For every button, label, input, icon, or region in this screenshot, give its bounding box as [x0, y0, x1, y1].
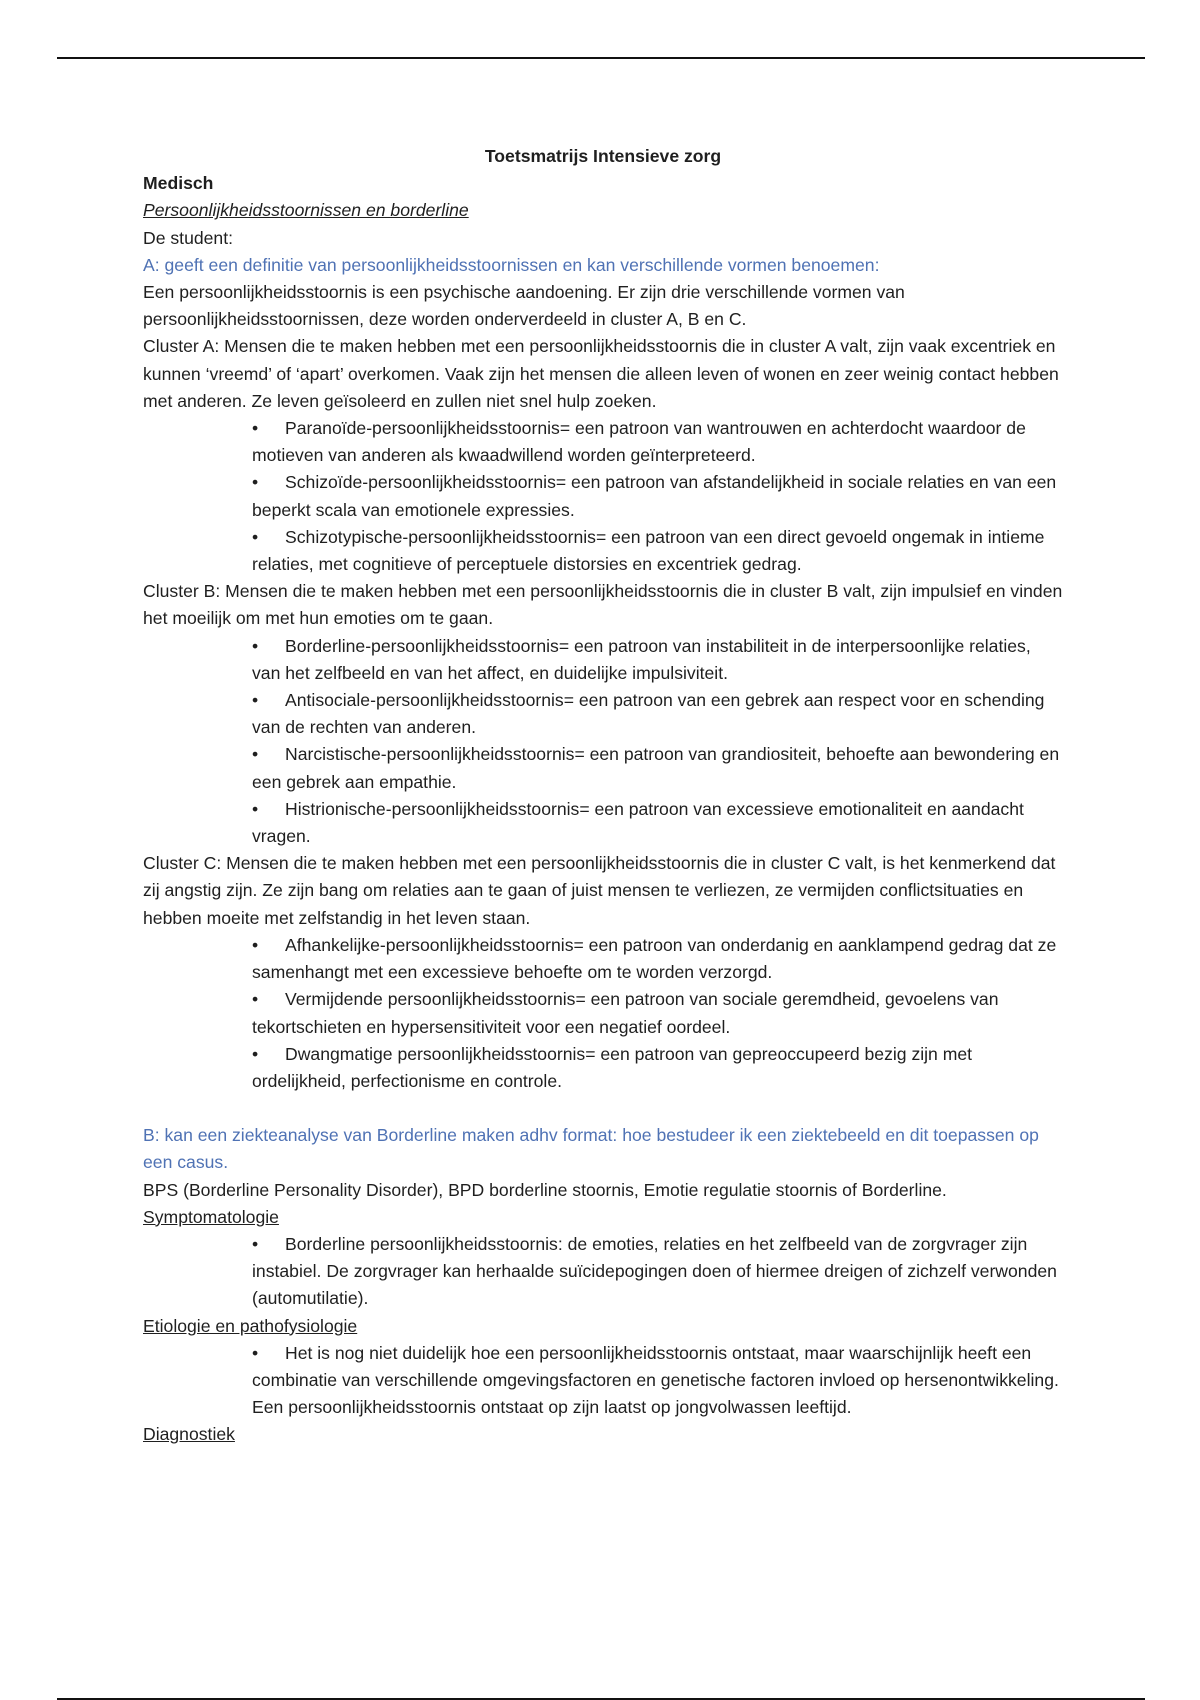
cluster-a-list: [143, 415, 1063, 578]
symptomatology-heading: Symptomatologie: [143, 1206, 279, 1227]
list-item: • Antisociale-persoonlijkheidsstoornis= een patroon van een gebrek aan respect voor en schending van de rechten van anderen.: [252, 687, 1063, 741]
bullet-icon: •: [252, 526, 259, 547]
bullet-icon: •: [252, 934, 259, 955]
bullet-icon: •: [252, 472, 259, 493]
document-body: [143, 143, 1063, 1449]
etiology-list: [143, 1340, 1063, 1422]
list-item: • Afhankelijke-persoonlijkheidsstoornis= een patroon van onderdanig en aanklampend gedrag dat ze samenhangt met een excessieve behoefte om te worden verzorgd.: [252, 932, 1063, 986]
bps-paragraph: BPS (Borderline Personality Disorder), BPD borderline stoornis, Emotie regulatie stoornis of Borderline.: [143, 1179, 947, 1200]
header-rule: [57, 57, 1145, 59]
bullet-icon: •: [252, 418, 259, 439]
student-intro: De student:: [143, 227, 233, 248]
cluster-a-paragraph: Cluster A: Mensen die te maken hebben met een persoonlijkheidsstoornis die in cluster A valt, zijn vaak excentriek en kunnen ‘vreemd’ of ‘apart’ overkomen. Vaak zijn het mensen die alleen leven of wonen en zeer weinig contact hebben met anderen. Ze leven geïsoleerd en zullen niet snel hulp zoeken.: [143, 336, 1059, 411]
objective-b: B: kan een ziekteanalyse van Borderline maken adhv format: hoe bestudeer ik een ziektebeeld en dit toepassen op een casus.: [143, 1125, 1039, 1173]
list-item: • Paranoïde-persoonlijkheidsstoornis= een patroon van wantrouwen en achterdocht waardoor de motieven van anderen als kwaadwillend worden geïnterpreteerd.: [252, 415, 1063, 469]
objective-a: A: geeft een definitie van persoonlijkheidsstoornissen en kan verschillende vormen benoemen:: [143, 254, 880, 275]
symptomatology-list: [143, 1231, 1063, 1313]
list-item: • Borderline persoonlijkheidsstoornis: de emoties, relaties en het zelfbeeld van de zorgvrager zijn instabiel. De zorgvrager kan herhaalde suïcidepogingen doen of hiermee dreigen of zichzelf verwonden (automutilatie).: [252, 1231, 1063, 1313]
diagnostics-heading: Diagnostiek: [143, 1424, 235, 1445]
cluster-b-list: [143, 633, 1063, 851]
bullet-icon: •: [252, 1043, 259, 1064]
bullet-icon: •: [252, 744, 259, 765]
list-item: • Narcistische-persoonlijkheidsstoornis= een patroon van grandiositeit, behoefte aan bewondering en een gebrek aan empathie.: [252, 741, 1063, 795]
cluster-c-paragraph: Cluster C: Mensen die te maken hebben met een persoonlijkheidsstoornis die in cluster C valt, is het kenmerkend dat zij angstig zijn. Ze zijn bang om relaties aan te gaan of juist mensen te verliezen, ze vermijden conflictsituaties en hebben moeite met zelfstandig in het leven staan.: [143, 853, 1056, 928]
bullet-icon: •: [252, 690, 259, 711]
document-title: Toetsmatrijs Intensieve zorg: [484, 146, 722, 166]
list-item: • Schizoïde-persoonlijkheidsstoornis= een patroon van afstandelijkheid in sociale relaties en van een beperkt scala van emotionele expressies.: [252, 469, 1063, 523]
subsection-heading: Persoonlijkheidsstoornissen en borderline: [143, 200, 469, 221]
bullet-icon: •: [252, 1233, 259, 1254]
bullet-icon: •: [252, 989, 259, 1010]
list-item: • Schizotypische-persoonlijkheidsstoornis= een patroon van een direct gevoeld ongemak in intieme relaties, met cognitieve of perceptuele distorsies en excentriek gedrag.: [252, 524, 1063, 578]
paragraph-gap: [143, 1095, 1063, 1122]
section-heading: Medisch: [143, 173, 214, 194]
list-item: • Borderline-persoonlijkheidsstoornis= een patroon van instabiliteit in de interpersoonlijke relaties, van het zelfbeeld en van het affect, en duidelijke impulsiviteit.: [252, 633, 1063, 687]
list-item: • Dwangmatige persoonlijkheidsstoornis= een patroon van gepreoccupeerd bezig zijn met ordelijkheid, perfectionisme en controle.: [252, 1041, 1063, 1095]
list-item: • Histrionische-persoonlijkheidsstoornis= een patroon van excessieve emotionaliteit en aandacht vragen.: [252, 796, 1063, 850]
list-item: • Het is nog niet duidelijk hoe een persoonlijkheidsstoornis ontstaat, maar waarschijnlijk heeft een combinatie van verschillende omgevingsfactoren en genetische factoren invloed op hersenontwikkeling. Een persoonlijkheidsstoornis ontstaat op zijn laatst op jongvolwassen leeftijd.: [252, 1340, 1063, 1422]
bullet-icon: •: [252, 635, 259, 656]
etiology-heading: Etiologie en pathofysiologie: [143, 1315, 358, 1336]
cluster-c-list: [143, 932, 1063, 1095]
list-item: • Vermijdende persoonlijkheidsstoornis= een patroon van sociale geremdheid, gevoelens van tekortschieten en hypersensitiviteit voor een negatief oordeel.: [252, 986, 1063, 1040]
cluster-b-paragraph: Cluster B: Mensen die te maken hebben met een persoonlijkheidsstoornis die in cluster B valt, zijn impulsief en vinden het moeilijk om met hun emoties om te gaan.: [143, 581, 1063, 629]
definition-paragraph: Een persoonlijkheidsstoornis is een psychische aandoening. Er zijn drie verschillende vormen van persoonlijkheidsstoornissen, deze worden onderverdeeld in cluster A, B en C.: [143, 282, 905, 330]
bullet-icon: •: [252, 798, 259, 819]
bullet-icon: •: [252, 1342, 259, 1363]
